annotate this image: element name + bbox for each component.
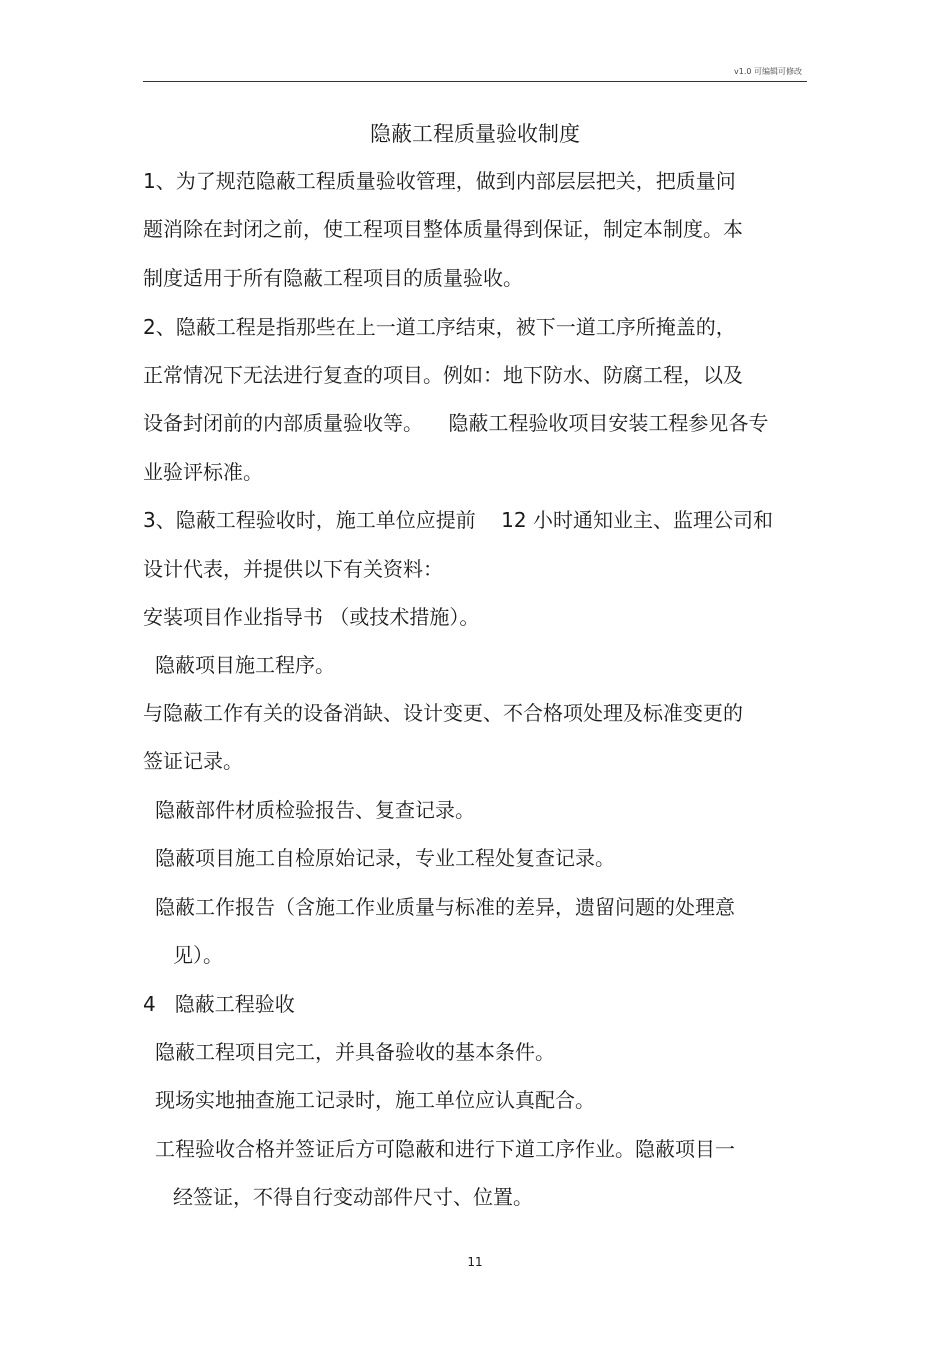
body-line: 2、隐蔽工程是指那些在上一道工序结束，被下一道工序所掩盖的， bbox=[143, 315, 736, 339]
body-line: 签证记录。 bbox=[143, 749, 243, 773]
body-line: 隐蔽项目施工程序。 bbox=[155, 653, 335, 677]
document-title: 隐蔽工程质量验收制度 bbox=[370, 122, 580, 146]
body-line: 与隐蔽工作有关的设备消缺、设计变更、不合格项处理及标准变更的 bbox=[143, 701, 743, 725]
body-line: 正常情况下无法进行复查的项目。例如：地下防水、防腐工程，以及 bbox=[143, 363, 743, 387]
body-line: 安装项目作业指导书 （或技术措施）。 bbox=[143, 605, 480, 629]
body-line: 见）。 bbox=[173, 943, 223, 967]
body-line: 工程验收合格并签证后方可隐蔽和进行下道工序作业。隐蔽项目一 bbox=[155, 1137, 735, 1161]
body-line: 题消除在封闭之前，使工程项目整体质量得到保证，制定本制度。本 bbox=[143, 217, 743, 241]
header-note: v1.0 可编辑可修改 bbox=[734, 67, 802, 76]
body-line: 设计代表，并提供以下有关资料： bbox=[143, 557, 443, 581]
body-line: 隐蔽部件材质检验报告、复查记录。 bbox=[155, 798, 475, 822]
body-line: 业验评标准。 bbox=[143, 460, 263, 484]
body-line: 4 隐蔽工程验收 bbox=[143, 992, 295, 1016]
body-line: 隐蔽项目施工自检原始记录，专业工程处复查记录。 bbox=[155, 846, 615, 870]
body-line: 现场实地抽查施工记录时，施工单位应认真配合。 bbox=[155, 1088, 595, 1112]
body-line: 隐蔽工作报告（含施工作业质量与标准的差异，遗留问题的处理意 bbox=[155, 895, 735, 919]
body-line: 制度适用于所有隐蔽工程项目的质量验收。 bbox=[143, 266, 523, 290]
page-number: 11 bbox=[467, 1255, 483, 1269]
body-line: 3、隐蔽工程验收时，施工单位应提前 12 小时通知业主、监理公司和 bbox=[143, 508, 773, 532]
body-line: 经签证，不得自行变动部件尺寸、位置。 bbox=[173, 1185, 533, 1209]
body-line: 隐蔽工程项目完工，并具备验收的基本条件。 bbox=[155, 1040, 555, 1064]
body-line: 1、为了规范隐蔽工程质量验收管理，做到内部层层把关，把质量问 bbox=[143, 169, 736, 193]
body-line: 设备封闭前的内部质量验收等。 隐蔽工程验收项目安装工程参见各专 bbox=[143, 411, 769, 435]
header-rule bbox=[143, 81, 807, 82]
